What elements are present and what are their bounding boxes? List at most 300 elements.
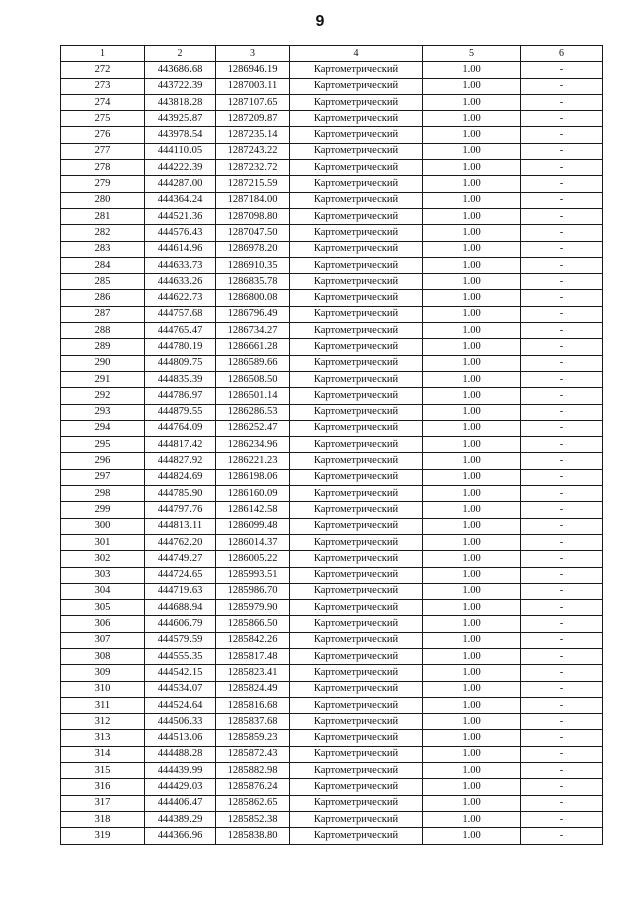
point-number-cell: 312 [61, 714, 145, 730]
point-number-cell: 288 [61, 323, 145, 339]
method-cell: Картометрический [290, 437, 423, 453]
point-number-cell: 307 [61, 632, 145, 648]
y-coordinate-cell: 1286734.27 [216, 323, 290, 339]
accuracy-cell: 1.00 [423, 665, 521, 681]
point-number-cell: 295 [61, 437, 145, 453]
x-coordinate-cell: 444809.75 [145, 355, 216, 371]
header-col-1: 1 [61, 46, 145, 62]
method-cell: Картометрический [290, 176, 423, 192]
note-cell: - [521, 420, 603, 436]
y-coordinate-cell: 1286661.28 [216, 339, 290, 355]
note-cell: - [521, 437, 603, 453]
method-cell: Картометрический [290, 143, 423, 159]
method-cell: Картометрический [290, 192, 423, 208]
point-number-cell: 301 [61, 534, 145, 550]
point-number-cell: 316 [61, 779, 145, 795]
accuracy-cell: 1.00 [423, 551, 521, 567]
method-cell: Картометрический [290, 746, 423, 762]
accuracy-cell: 1.00 [423, 355, 521, 371]
method-cell: Картометрический [290, 274, 423, 290]
accuracy-cell: 1.00 [423, 192, 521, 208]
y-coordinate-cell: 1286800.08 [216, 290, 290, 306]
y-coordinate-cell: 1287003.11 [216, 78, 290, 94]
note-cell: - [521, 746, 603, 762]
note-cell: - [521, 339, 603, 355]
x-coordinate-cell: 443722.39 [145, 78, 216, 94]
x-coordinate-cell: 444614.96 [145, 241, 216, 257]
table-header [61, 46, 603, 62]
x-coordinate-cell: 444506.33 [145, 714, 216, 730]
method-cell: Картометрический [290, 339, 423, 355]
accuracy-cell: 1.00 [423, 681, 521, 697]
x-coordinate-cell: 444439.99 [145, 763, 216, 779]
note-cell: - [521, 274, 603, 290]
point-number-cell: 273 [61, 78, 145, 94]
y-coordinate-cell: 1285872.43 [216, 746, 290, 762]
x-coordinate-cell: 444762.20 [145, 534, 216, 550]
table-row [61, 339, 603, 355]
note-cell: - [521, 632, 603, 648]
table-row [61, 486, 603, 502]
table-row [61, 779, 603, 795]
y-coordinate-cell: 1286286.53 [216, 404, 290, 420]
x-coordinate-cell: 444222.39 [145, 160, 216, 176]
table-row [61, 62, 603, 78]
table-row [61, 795, 603, 811]
method-cell: Картометрический [290, 600, 423, 616]
method-cell: Картометрический [290, 62, 423, 78]
note-cell: - [521, 160, 603, 176]
x-coordinate-cell: 444786.97 [145, 388, 216, 404]
accuracy-cell: 1.00 [423, 616, 521, 632]
method-cell: Картометрический [290, 453, 423, 469]
method-cell: Картометрический [290, 323, 423, 339]
x-coordinate-cell: 444813.11 [145, 518, 216, 534]
accuracy-cell: 1.00 [423, 225, 521, 241]
accuracy-cell: 1.00 [423, 274, 521, 290]
y-coordinate-cell: 1287209.87 [216, 111, 290, 127]
point-number-cell: 275 [61, 111, 145, 127]
method-cell: Картометрический [290, 371, 423, 387]
table-row [61, 176, 603, 192]
point-number-cell: 311 [61, 697, 145, 713]
method-cell: Картометрический [290, 502, 423, 518]
y-coordinate-cell: 1286142.58 [216, 502, 290, 518]
point-number-cell: 299 [61, 502, 145, 518]
table-row [61, 534, 603, 550]
accuracy-cell: 1.00 [423, 111, 521, 127]
method-cell: Картометрический [290, 763, 423, 779]
note-cell: - [521, 600, 603, 616]
note-cell: - [521, 257, 603, 273]
point-number-cell: 276 [61, 127, 145, 143]
point-number-cell: 317 [61, 795, 145, 811]
x-coordinate-cell: 444524.64 [145, 697, 216, 713]
table-row [61, 78, 603, 94]
x-coordinate-cell: 444534.07 [145, 681, 216, 697]
table-body [61, 62, 603, 844]
table-row [61, 648, 603, 664]
x-coordinate-cell: 443686.68 [145, 62, 216, 78]
table-row [61, 192, 603, 208]
point-number-cell: 308 [61, 648, 145, 664]
y-coordinate-cell: 1286252.47 [216, 420, 290, 436]
method-cell: Картометрический [290, 404, 423, 420]
x-coordinate-cell: 443978.54 [145, 127, 216, 143]
y-coordinate-cell: 1285842.26 [216, 632, 290, 648]
point-number-cell: 272 [61, 62, 145, 78]
y-coordinate-cell: 1285838.80 [216, 828, 290, 844]
x-coordinate-cell: 444555.35 [145, 648, 216, 664]
x-coordinate-cell: 444606.79 [145, 616, 216, 632]
y-coordinate-cell: 1285817.48 [216, 648, 290, 664]
point-number-cell: 306 [61, 616, 145, 632]
header-col-3: 3 [216, 46, 290, 62]
table-row [61, 306, 603, 322]
x-coordinate-cell: 444513.06 [145, 730, 216, 746]
accuracy-cell: 1.00 [423, 176, 521, 192]
point-number-cell: 293 [61, 404, 145, 420]
point-number-cell: 297 [61, 469, 145, 485]
table-row [61, 323, 603, 339]
y-coordinate-cell: 1286796.49 [216, 306, 290, 322]
table-row [61, 127, 603, 143]
note-cell: - [521, 795, 603, 811]
accuracy-cell: 1.00 [423, 632, 521, 648]
table-row [61, 355, 603, 371]
point-number-cell: 290 [61, 355, 145, 371]
point-number-cell: 285 [61, 274, 145, 290]
x-coordinate-cell: 444521.36 [145, 208, 216, 224]
note-cell: - [521, 306, 603, 322]
accuracy-cell: 1.00 [423, 420, 521, 436]
y-coordinate-cell: 1285824.49 [216, 681, 290, 697]
y-coordinate-cell: 1286501.14 [216, 388, 290, 404]
method-cell: Картометрический [290, 306, 423, 322]
x-coordinate-cell: 444879.55 [145, 404, 216, 420]
accuracy-cell: 1.00 [423, 371, 521, 387]
method-cell: Картометрический [290, 811, 423, 827]
header-col-6: 6 [521, 46, 603, 62]
accuracy-cell: 1.00 [423, 78, 521, 94]
method-cell: Картометрический [290, 665, 423, 681]
table-row [61, 388, 603, 404]
y-coordinate-cell: 1286589.66 [216, 355, 290, 371]
table-row [61, 730, 603, 746]
note-cell: - [521, 616, 603, 632]
note-cell: - [521, 828, 603, 844]
note-cell: - [521, 534, 603, 550]
accuracy-cell: 1.00 [423, 600, 521, 616]
accuracy-cell: 1.00 [423, 583, 521, 599]
accuracy-cell: 1.00 [423, 779, 521, 795]
y-coordinate-cell: 1286835.78 [216, 274, 290, 290]
method-cell: Картометрический [290, 828, 423, 844]
table-row [61, 274, 603, 290]
accuracy-cell: 1.00 [423, 127, 521, 143]
x-coordinate-cell: 444835.39 [145, 371, 216, 387]
accuracy-cell: 1.00 [423, 518, 521, 534]
accuracy-cell: 1.00 [423, 257, 521, 273]
point-number-cell: 319 [61, 828, 145, 844]
x-coordinate-cell: 444366.96 [145, 828, 216, 844]
x-coordinate-cell: 444576.43 [145, 225, 216, 241]
y-coordinate-cell: 1287098.80 [216, 208, 290, 224]
y-coordinate-cell: 1286508.50 [216, 371, 290, 387]
table-row [61, 502, 603, 518]
y-coordinate-cell: 1286910.35 [216, 257, 290, 273]
method-cell: Картометрический [290, 388, 423, 404]
y-coordinate-cell: 1285859.23 [216, 730, 290, 746]
y-coordinate-cell: 1285882.98 [216, 763, 290, 779]
x-coordinate-cell: 444110.05 [145, 143, 216, 159]
note-cell: - [521, 241, 603, 257]
table-row [61, 811, 603, 827]
point-number-cell: 283 [61, 241, 145, 257]
x-coordinate-cell: 444542.15 [145, 665, 216, 681]
accuracy-cell: 1.00 [423, 323, 521, 339]
table-row [61, 257, 603, 273]
note-cell: - [521, 323, 603, 339]
y-coordinate-cell: 1285876.24 [216, 779, 290, 795]
accuracy-cell: 1.00 [423, 469, 521, 485]
point-number-cell: 289 [61, 339, 145, 355]
accuracy-cell: 1.00 [423, 143, 521, 159]
y-coordinate-cell: 1286221.23 [216, 453, 290, 469]
table-row [61, 616, 603, 632]
point-number-cell: 277 [61, 143, 145, 159]
method-cell: Картометрический [290, 697, 423, 713]
accuracy-cell: 1.00 [423, 306, 521, 322]
accuracy-cell: 1.00 [423, 795, 521, 811]
note-cell: - [521, 453, 603, 469]
method-cell: Картометрический [290, 78, 423, 94]
y-coordinate-cell: 1287215.59 [216, 176, 290, 192]
x-coordinate-cell: 444633.26 [145, 274, 216, 290]
table-row [61, 94, 603, 110]
table-row [61, 697, 603, 713]
note-cell: - [521, 697, 603, 713]
point-number-cell: 313 [61, 730, 145, 746]
method-cell: Картометрический [290, 127, 423, 143]
note-cell: - [521, 551, 603, 567]
x-coordinate-cell: 444389.29 [145, 811, 216, 827]
method-cell: Картометрический [290, 551, 423, 567]
point-number-cell: 291 [61, 371, 145, 387]
table-row [61, 746, 603, 762]
y-coordinate-cell: 1285993.51 [216, 567, 290, 583]
method-cell: Картометрический [290, 534, 423, 550]
x-coordinate-cell: 444688.94 [145, 600, 216, 616]
note-cell: - [521, 371, 603, 387]
x-coordinate-cell: 443925.87 [145, 111, 216, 127]
x-coordinate-cell: 444633.73 [145, 257, 216, 273]
accuracy-cell: 1.00 [423, 714, 521, 730]
note-cell: - [521, 225, 603, 241]
point-number-cell: 310 [61, 681, 145, 697]
method-cell: Картометрический [290, 290, 423, 306]
note-cell: - [521, 78, 603, 94]
note-cell: - [521, 681, 603, 697]
table-row [61, 681, 603, 697]
accuracy-cell: 1.00 [423, 486, 521, 502]
coordinates-table [60, 45, 603, 845]
accuracy-cell: 1.00 [423, 763, 521, 779]
table-row [61, 241, 603, 257]
table-row [61, 518, 603, 534]
table-row [61, 583, 603, 599]
method-cell: Картометрический [290, 160, 423, 176]
table-row [61, 600, 603, 616]
note-cell: - [521, 127, 603, 143]
table-row [61, 453, 603, 469]
note-cell: - [521, 192, 603, 208]
method-cell: Картометрический [290, 616, 423, 632]
x-coordinate-cell: 444724.65 [145, 567, 216, 583]
point-number-cell: 304 [61, 583, 145, 599]
x-coordinate-cell: 444488.28 [145, 746, 216, 762]
x-coordinate-cell: 444797.76 [145, 502, 216, 518]
note-cell: - [521, 111, 603, 127]
accuracy-cell: 1.00 [423, 404, 521, 420]
note-cell: - [521, 779, 603, 795]
x-coordinate-cell: 444579.59 [145, 632, 216, 648]
y-coordinate-cell: 1285852.38 [216, 811, 290, 827]
y-coordinate-cell: 1286198.06 [216, 469, 290, 485]
note-cell: - [521, 143, 603, 159]
note-cell: - [521, 730, 603, 746]
method-cell: Картометрический [290, 567, 423, 583]
point-number-cell: 278 [61, 160, 145, 176]
y-coordinate-cell: 1286160.09 [216, 486, 290, 502]
y-coordinate-cell: 1285823.41 [216, 665, 290, 681]
note-cell: - [521, 355, 603, 371]
note-cell: - [521, 648, 603, 664]
point-number-cell: 279 [61, 176, 145, 192]
page-number: 9 [315, 13, 325, 30]
x-coordinate-cell: 444749.27 [145, 551, 216, 567]
point-number-cell: 300 [61, 518, 145, 534]
x-coordinate-cell: 444785.90 [145, 486, 216, 502]
y-coordinate-cell: 1287232.72 [216, 160, 290, 176]
accuracy-cell: 1.00 [423, 339, 521, 355]
accuracy-cell: 1.00 [423, 811, 521, 827]
note-cell: - [521, 94, 603, 110]
x-coordinate-cell: 444824.69 [145, 469, 216, 485]
method-cell: Картометрический [290, 420, 423, 436]
point-number-cell: 281 [61, 208, 145, 224]
table-row [61, 290, 603, 306]
table-row [61, 469, 603, 485]
accuracy-cell: 1.00 [423, 94, 521, 110]
point-number-cell: 314 [61, 746, 145, 762]
y-coordinate-cell: 1287107.65 [216, 94, 290, 110]
x-coordinate-cell: 444406.47 [145, 795, 216, 811]
accuracy-cell: 1.00 [423, 437, 521, 453]
accuracy-cell: 1.00 [423, 697, 521, 713]
method-cell: Картометрический [290, 583, 423, 599]
y-coordinate-cell: 1285979.90 [216, 600, 290, 616]
point-number-cell: 280 [61, 192, 145, 208]
accuracy-cell: 1.00 [423, 160, 521, 176]
accuracy-cell: 1.00 [423, 241, 521, 257]
note-cell: - [521, 763, 603, 779]
y-coordinate-cell: 1285862.65 [216, 795, 290, 811]
accuracy-cell: 1.00 [423, 453, 521, 469]
y-coordinate-cell: 1286099.48 [216, 518, 290, 534]
note-cell: - [521, 811, 603, 827]
table-row [61, 420, 603, 436]
point-number-cell: 287 [61, 306, 145, 322]
point-number-cell: 294 [61, 420, 145, 436]
point-number-cell: 284 [61, 257, 145, 273]
y-coordinate-cell: 1287184.00 [216, 192, 290, 208]
y-coordinate-cell: 1286978.20 [216, 241, 290, 257]
table-row [61, 665, 603, 681]
point-number-cell: 309 [61, 665, 145, 681]
table-row [61, 143, 603, 159]
accuracy-cell: 1.00 [423, 208, 521, 224]
accuracy-cell: 1.00 [423, 567, 521, 583]
x-coordinate-cell: 444817.42 [145, 437, 216, 453]
note-cell: - [521, 486, 603, 502]
y-coordinate-cell: 1286946.19 [216, 62, 290, 78]
x-coordinate-cell: 444429.03 [145, 779, 216, 795]
accuracy-cell: 1.00 [423, 828, 521, 844]
y-coordinate-cell: 1285816.68 [216, 697, 290, 713]
table-row [61, 437, 603, 453]
table-row [61, 404, 603, 420]
note-cell: - [521, 62, 603, 78]
method-cell: Картометрический [290, 208, 423, 224]
note-cell: - [521, 583, 603, 599]
note-cell: - [521, 176, 603, 192]
y-coordinate-cell: 1286005.22 [216, 551, 290, 567]
table-row [61, 371, 603, 387]
x-coordinate-cell: 444757.68 [145, 306, 216, 322]
y-coordinate-cell: 1287047.50 [216, 225, 290, 241]
note-cell: - [521, 388, 603, 404]
note-cell: - [521, 714, 603, 730]
note-cell: - [521, 290, 603, 306]
x-coordinate-cell: 444764.09 [145, 420, 216, 436]
header-col-2: 2 [145, 46, 216, 62]
method-cell: Картометрический [290, 355, 423, 371]
point-number-cell: 296 [61, 453, 145, 469]
table-row [61, 551, 603, 567]
method-cell: Картометрический [290, 257, 423, 273]
point-number-cell: 282 [61, 225, 145, 241]
accuracy-cell: 1.00 [423, 648, 521, 664]
table-row [61, 763, 603, 779]
note-cell: - [521, 567, 603, 583]
point-number-cell: 274 [61, 94, 145, 110]
method-cell: Картометрический [290, 681, 423, 697]
accuracy-cell: 1.00 [423, 388, 521, 404]
method-cell: Картометрический [290, 730, 423, 746]
y-coordinate-cell: 1285837.68 [216, 714, 290, 730]
table-row [61, 714, 603, 730]
accuracy-cell: 1.00 [423, 730, 521, 746]
method-cell: Картометрический [290, 241, 423, 257]
note-cell: - [521, 404, 603, 420]
accuracy-cell: 1.00 [423, 290, 521, 306]
method-cell: Картометрический [290, 111, 423, 127]
table-row [61, 567, 603, 583]
point-number-cell: 298 [61, 486, 145, 502]
table-row [61, 225, 603, 241]
x-coordinate-cell: 444780.19 [145, 339, 216, 355]
